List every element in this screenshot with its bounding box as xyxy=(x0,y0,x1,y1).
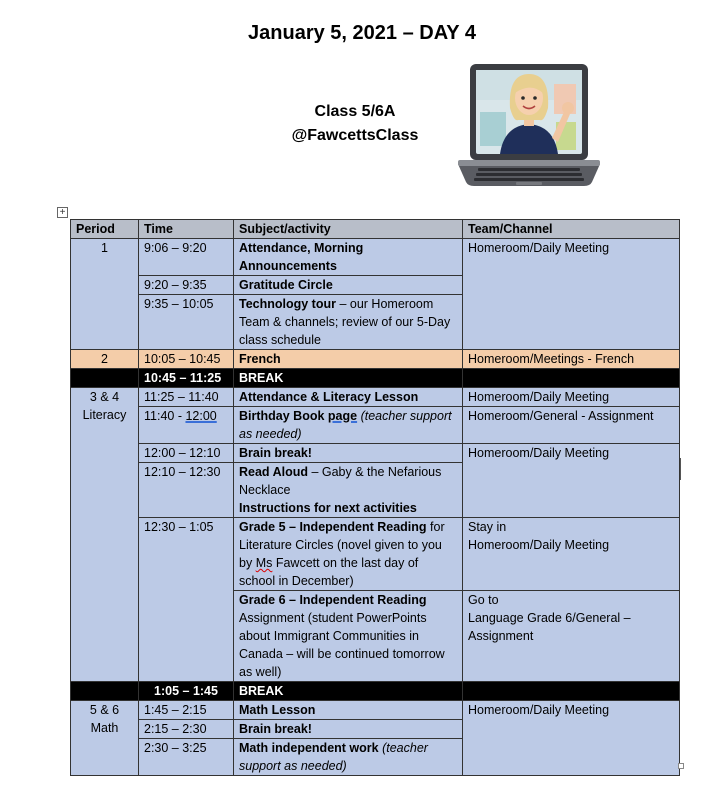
subject-bold-text: Technology tour xyxy=(239,297,336,311)
team-cell: Homeroom/Daily Meeting xyxy=(463,444,680,518)
subject-bold-text: Math independent work xyxy=(239,741,379,755)
time-cell: 1:45 – 2:15 xyxy=(139,701,234,720)
header-team: Team/Channel xyxy=(463,220,680,239)
table-row xyxy=(71,444,680,463)
subject-cell: French xyxy=(234,350,463,369)
break-empty-cell xyxy=(71,369,139,388)
page-title-text: January 5, 2021 – DAY 4 xyxy=(248,22,476,44)
period-number: 5 & 6 xyxy=(89,703,120,717)
team-cell: Homeroom/Daily Meeting xyxy=(463,701,680,776)
time-cell: 12:10 – 12:30 xyxy=(139,463,234,518)
time-text-underlined: 12:00 xyxy=(185,409,217,423)
break-empty-cell xyxy=(463,369,680,388)
team-cell: Homeroom/General - Assignment xyxy=(463,407,680,444)
table-row xyxy=(71,239,680,276)
team-cell: Homeroom/Daily Meeting xyxy=(463,388,680,407)
table-row xyxy=(71,388,680,407)
period-cell: 1 xyxy=(71,239,139,350)
time-cell: 9:35 – 10:05 xyxy=(139,295,234,350)
time-cell: 11:25 – 11:40 xyxy=(139,388,234,407)
break-label: BREAK xyxy=(234,369,463,388)
subject-cell: Brain break! xyxy=(234,444,463,463)
subject-cell: Math Lesson xyxy=(234,701,463,720)
class-name: Class 5/6A xyxy=(314,103,396,120)
subject-bold-text: Grade 5 – Independent Reading xyxy=(239,520,427,534)
subject-cell xyxy=(234,739,463,776)
subject-cell xyxy=(234,591,463,682)
subject-cell xyxy=(234,407,463,444)
table-header-row xyxy=(71,220,680,239)
time-cell: 9:20 – 9:35 xyxy=(139,276,234,295)
time-cell: 12:30 – 1:05 xyxy=(139,518,234,682)
subject-bold-text: Read Aloud xyxy=(239,465,308,479)
break-time: 1:05 – 1:45 xyxy=(139,682,234,701)
period-subject: Literacy xyxy=(82,408,127,422)
subject-bold-text-2: Instructions for next activities xyxy=(239,501,417,515)
table-row xyxy=(71,407,680,444)
header-subject: Subject/activity xyxy=(234,220,463,239)
subject-cell: Attendance & Literacy Lesson xyxy=(234,388,463,407)
subject-text-misspelled: Ms xyxy=(255,556,273,570)
table-resize-handle-icon[interactable] xyxy=(678,763,684,769)
time-cell: 9:06 – 9:20 xyxy=(139,239,234,276)
break-row xyxy=(71,369,680,388)
subject-cell xyxy=(234,463,463,518)
subject-text-2: Fawcett on the last day of school in December) xyxy=(239,556,419,588)
break-empty-cell xyxy=(463,682,680,701)
table-row xyxy=(71,518,680,591)
team-line-1: Go to xyxy=(468,593,499,607)
team-cell: Homeroom/Meetings - French xyxy=(463,350,680,369)
time-cell: 2:30 – 3:25 xyxy=(139,739,234,776)
subject-bold-text: Grade 6 – Independent Reading xyxy=(239,593,427,607)
subject-text: Assignment (student PowerPoints about Immigrant Communities in Canada – will be continued tomorrow as well) xyxy=(239,611,445,679)
break-empty-cell xyxy=(71,682,139,701)
break-label: BREAK xyxy=(234,682,463,701)
subject-note: (teacher support as needed) xyxy=(239,741,428,773)
subject-cell: Attendance, Morning Announcements xyxy=(234,239,463,276)
header-period: Period xyxy=(71,220,139,239)
period-number: 3 & 4 xyxy=(89,390,120,404)
time-cell: 10:05 – 10:45 xyxy=(139,350,234,369)
subject-bold-underlined: page xyxy=(327,409,358,423)
team-cell: Homeroom/Daily Meeting xyxy=(463,239,680,350)
time-cell xyxy=(139,407,234,444)
header-time: Time xyxy=(139,220,234,239)
class-info xyxy=(270,100,440,148)
period-cell xyxy=(71,701,139,776)
subject-cell xyxy=(234,295,463,350)
text-cursor xyxy=(680,458,681,480)
period-cell: 2 xyxy=(71,350,139,369)
page-title xyxy=(0,22,724,45)
subject-cell: Gratitude Circle xyxy=(234,276,463,295)
subject-cell xyxy=(234,518,463,591)
time-text: 11:40 - xyxy=(144,409,186,423)
break-row xyxy=(71,682,680,701)
subject-text: – our Homeroom Team & channels; review of our 5-Day class schedule xyxy=(239,297,451,347)
class-handle: @FawcettsClass xyxy=(291,127,419,144)
subject-note: (teacher support as needed) xyxy=(239,409,452,441)
team-cell xyxy=(463,518,680,591)
table-row xyxy=(71,701,680,720)
team-line-2: Language Grade 6/General – Assignment xyxy=(468,611,631,643)
time-cell: 2:15 – 2:30 xyxy=(139,720,234,739)
team-cell xyxy=(463,591,680,682)
period-subject: Math xyxy=(90,721,119,735)
period-cell xyxy=(71,388,139,682)
break-time: 10:45 – 11:25 xyxy=(139,369,234,388)
table-move-handle-icon[interactable]: + xyxy=(57,207,68,218)
team-line-1: Stay in xyxy=(468,520,507,534)
schedule-table xyxy=(70,219,680,776)
subject-bold-text: Birthday Book xyxy=(239,409,328,423)
team-line-2: Homeroom/Daily Meeting xyxy=(468,538,610,552)
laptop-with-teacher-avatar-icon xyxy=(456,60,602,188)
subject-text: – Gaby & the Nefarious Necklace xyxy=(239,465,442,497)
time-cell: 12:00 – 12:10 xyxy=(139,444,234,463)
subject-cell: Brain break! xyxy=(234,720,463,739)
table-row xyxy=(71,350,680,369)
subject-text: for Literature Circles (novel given to you by xyxy=(239,520,445,570)
